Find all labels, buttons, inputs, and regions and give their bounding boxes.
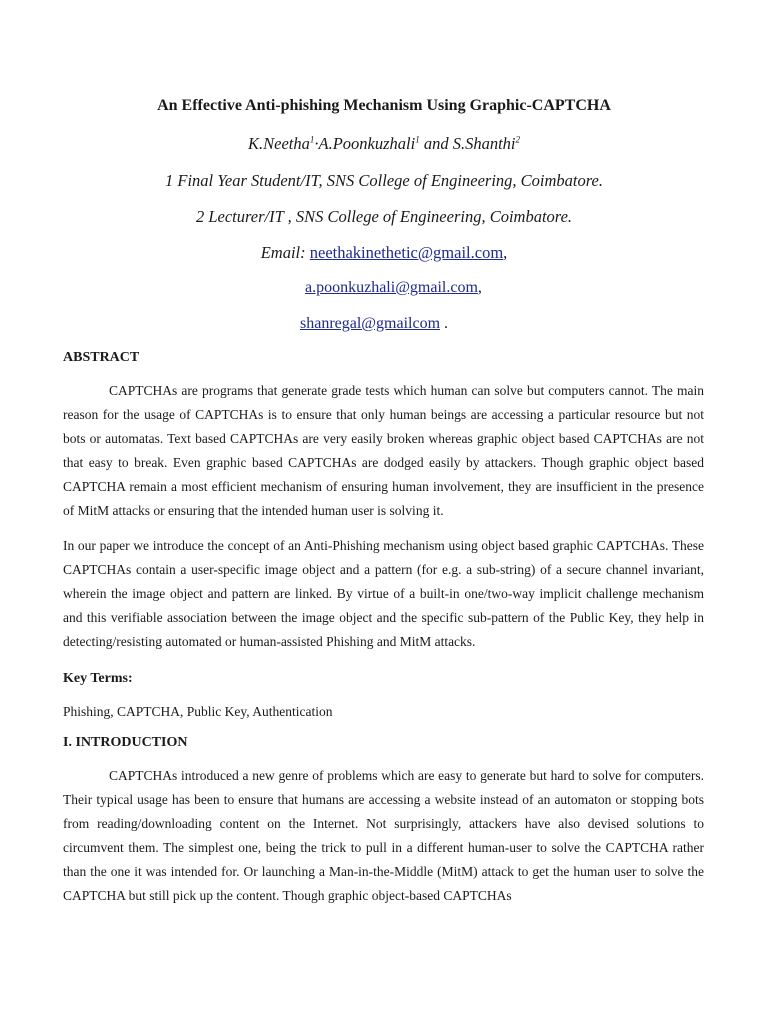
author-separator: · xyxy=(314,134,319,153)
email-link-1[interactable]: neethakinethetic@gmail.com xyxy=(309,243,504,262)
key-terms-heading: Key Terms: xyxy=(63,671,133,686)
author-list xyxy=(0,134,768,154)
introduction-paragraph-1: CAPTCHAs introduced a new genre of problems which are easy to generate but hard to solve for computers. Their typical usage has been to ensure that humans are accessing a website instead of an automaton or stopping bots from reading/downloading content on the Internet. Not surprisingly, attackers have also devised solutions to circumvent them. The simplest one, being the trick to pull in a different human-user to solve the CAPTCHA rather than the one it was intended for. Or launching a Man-in-the-Middle (MitM) attack to get the human user to solve the CAPTCHA but still pick up the content. Though graphic object-based CAPTCHAs xyxy=(63,768,704,903)
paper-title: An Effective Anti-phishing Mechanism Using Graphic-CAPTCHA xyxy=(157,97,611,114)
email-link-2[interactable]: a.poonkuzhali@gmail.com xyxy=(305,279,478,296)
abstract-paragraph-2: In our paper we introduce the concept of an Anti-Phishing mechanism using object based graphic CAPTCHAs. These CAPTCHAs contain a user-specific image object and a pattern (for e.g. a sub-string) of a secure channel invariant, wherein the image object and pattern are linked. By virtue of a built-in one/two-way implicit challenge mechanism and this verifiable association between the image object and the specific sub-pattern of the Public Key, they help in detecting/resisting automated or human-assisted Phishing and MitM attacks. xyxy=(63,538,704,649)
email-label: Email: xyxy=(260,243,310,262)
email-line-2 xyxy=(305,279,482,297)
author-superscript: 1 xyxy=(415,134,420,145)
key-terms-list: Phishing, CAPTCHA, Public Key, Authentication xyxy=(63,704,333,719)
author-superscript: 1 xyxy=(309,134,315,145)
author-name: K.Neetha xyxy=(248,134,310,153)
email-comma: , xyxy=(477,279,482,296)
author-name: S.Shanthi xyxy=(452,134,516,153)
email-line xyxy=(0,243,768,263)
author-name: A.Poonkuzhali xyxy=(318,134,416,153)
abstract-paragraph-1: CAPTCHAs are programs that generate grade tests which human can solve but computers cannot. The main reason for the usage of CAPTCHAs is to ensure that only human beings are accessing a particular resource but not bots or automatas. Text based CAPTCHAs are very easily broken whereas graphic object based CAPTCHAs are not that easy to break. Even graphic based CAPTCHAs are dodged easily by attackers. Though graphic object based CAPTCHA remain a most efficient mechanism of ensuring human involvement, they are insufficient in the presence of MitM attacks or ensuring that the intended human user is solving it. xyxy=(63,383,704,518)
affiliation-2: 2 Lecturer/IT , SNS College of Engineering, Coimbatore. xyxy=(195,207,573,226)
email-period: . xyxy=(440,315,449,332)
email-link-3[interactable]: shanregal@gmailcom xyxy=(300,315,441,332)
email-comma: , xyxy=(503,243,508,262)
email-line-3 xyxy=(300,315,448,333)
author-conjunction: and xyxy=(419,134,453,153)
abstract-heading: ABSTRACT xyxy=(63,350,140,365)
introduction-heading: I. INTRODUCTION xyxy=(63,735,188,750)
affiliation-1: 1 Final Year Student/IT, SNS College of Engineering, Coimbatore. xyxy=(165,171,603,190)
author-superscript: 2 xyxy=(515,134,520,145)
